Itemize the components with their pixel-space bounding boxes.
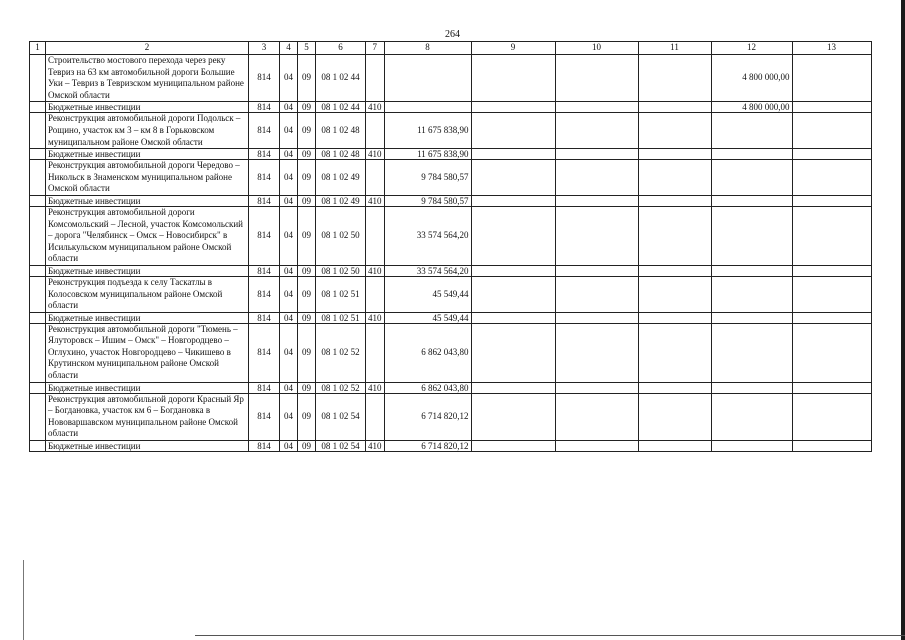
target-article-cell: 08 1 02 49 [316, 195, 366, 206]
table-row [30, 149, 872, 160]
amount-col10-cell [555, 149, 638, 160]
target-article-cell: 08 1 02 44 [316, 55, 366, 102]
section-code-cell: 04 [280, 312, 298, 323]
expense-type-cell [366, 323, 385, 382]
amount-col11-cell [638, 382, 711, 393]
row-number-cell [30, 206, 46, 265]
expense-type-cell: 410 [366, 265, 385, 276]
amount-col13-cell [792, 323, 871, 382]
target-article-cell: 08 1 02 51 [316, 276, 366, 312]
subsection-code-cell: 09 [298, 323, 316, 382]
amount-col9-cell [471, 265, 555, 276]
page-number: 264 [445, 29, 460, 40]
table-row [30, 160, 872, 196]
section-code-cell: 04 [280, 149, 298, 160]
subsection-code-cell: 09 [298, 149, 316, 160]
target-article-cell: 08 1 02 52 [316, 382, 366, 393]
amount-col10-cell [555, 55, 638, 102]
expense-type-cell: 410 [366, 195, 385, 206]
budget-table [29, 41, 872, 452]
ministry-code-cell: 814 [249, 393, 280, 440]
ministry-code-cell: 814 [249, 55, 280, 102]
item-name-cell: Реконструкция автомобильной дороги Комсомольский – Лесной, участок Комсомольский – дорога "Челябинск – Омск – Новосибирск" в Исилькульском муниципальном районе Омской области [46, 206, 249, 265]
table-body [30, 55, 872, 452]
amount-col11-cell [638, 312, 711, 323]
amount-col9-cell [471, 195, 555, 206]
target-article-cell: 08 1 02 50 [316, 265, 366, 276]
scan-border-left [23, 560, 24, 640]
expense-type-cell: 410 [366, 382, 385, 393]
amount-col9-cell [471, 393, 555, 440]
subsection-code-cell: 09 [298, 102, 316, 113]
amount-col11-cell [638, 195, 711, 206]
target-article-cell: 08 1 02 52 [316, 323, 366, 382]
amount-col10-cell [555, 102, 638, 113]
column-header: 13 [792, 42, 871, 55]
amount-col13-cell [792, 206, 871, 265]
item-name-cell: Реконструкция автомобильной дороги Красный Яр – Богдановка, участок км 6 – Богдановка в Нововаршавском муниципальном районе Омской области [46, 393, 249, 440]
subsection-code-cell: 09 [298, 195, 316, 206]
table-row [30, 312, 872, 323]
column-header: 1 [30, 42, 46, 55]
subsection-code-cell: 09 [298, 160, 316, 196]
amount-col11-cell [638, 149, 711, 160]
row-number-cell [30, 382, 46, 393]
ministry-code-cell: 814 [249, 276, 280, 312]
amount-col13-cell [792, 276, 871, 312]
subsection-code-cell: 09 [298, 393, 316, 440]
expense-type-cell [366, 393, 385, 440]
amount-col9-cell [471, 149, 555, 160]
amount-col10-cell [555, 323, 638, 382]
row-number-cell [30, 393, 46, 440]
column-header: 8 [384, 42, 471, 55]
table-row [30, 441, 872, 452]
amount-col11-cell [638, 276, 711, 312]
table-row [30, 265, 872, 276]
amount-col8-cell: 11 675 838,90 [384, 149, 471, 160]
amount-col10-cell [555, 441, 638, 452]
amount-col12-cell [711, 206, 792, 265]
amount-col9-cell [471, 113, 555, 149]
amount-col8-cell [384, 55, 471, 102]
item-name-cell: Бюджетные инвестиции [46, 265, 249, 276]
table-row [30, 393, 872, 440]
table-row [30, 102, 872, 113]
amount-col12-cell [711, 441, 792, 452]
ministry-code-cell: 814 [249, 160, 280, 196]
amount-col8-cell: 11 675 838,90 [384, 113, 471, 149]
section-code-cell: 04 [280, 206, 298, 265]
amount-col9-cell [471, 312, 555, 323]
header-row [30, 42, 872, 55]
column-header: 9 [471, 42, 555, 55]
table-row [30, 55, 872, 102]
amount-col9-cell [471, 441, 555, 452]
expense-type-cell [366, 276, 385, 312]
table-row [30, 195, 872, 206]
amount-col12-cell [711, 393, 792, 440]
amount-col12-cell [711, 195, 792, 206]
amount-col11-cell [638, 441, 711, 452]
item-name-cell: Строительство мостового перехода через реку Тевриз на 63 км автомобильной дороги Большие Уки – Тевриз в Тевризском муниципальном районе Омской области [46, 55, 249, 102]
table-row [30, 323, 872, 382]
section-code-cell: 04 [280, 382, 298, 393]
target-article-cell: 08 1 02 49 [316, 160, 366, 196]
section-code-cell: 04 [280, 160, 298, 196]
amount-col13-cell [792, 149, 871, 160]
target-article-cell: 08 1 02 44 [316, 102, 366, 113]
target-article-cell: 08 1 02 48 [316, 149, 366, 160]
ministry-code-cell: 814 [249, 441, 280, 452]
expense-type-cell [366, 160, 385, 196]
target-article-cell: 08 1 02 54 [316, 393, 366, 440]
column-header: 11 [638, 42, 711, 55]
section-code-cell: 04 [280, 55, 298, 102]
expense-type-cell [366, 113, 385, 149]
target-article-cell: 08 1 02 48 [316, 113, 366, 149]
section-code-cell: 04 [280, 102, 298, 113]
amount-col11-cell [638, 206, 711, 265]
amount-col10-cell [555, 393, 638, 440]
amount-col8-cell: 45 549,44 [384, 276, 471, 312]
amount-col11-cell [638, 393, 711, 440]
expense-type-cell [366, 55, 385, 102]
amount-col13-cell [792, 441, 871, 452]
amount-col10-cell [555, 206, 638, 265]
amount-col9-cell [471, 55, 555, 102]
item-name-cell: Бюджетные инвестиции [46, 312, 249, 323]
amount-col12-cell [711, 265, 792, 276]
amount-col12-cell [711, 160, 792, 196]
amount-col8-cell: 6 714 820,12 [384, 393, 471, 440]
scan-border-right [901, 0, 905, 640]
row-number-cell [30, 102, 46, 113]
amount-col10-cell [555, 160, 638, 196]
target-article-cell: 08 1 02 50 [316, 206, 366, 265]
ministry-code-cell: 814 [249, 195, 280, 206]
expense-type-cell: 410 [366, 102, 385, 113]
subsection-code-cell: 09 [298, 55, 316, 102]
row-number-cell [30, 323, 46, 382]
amount-col13-cell [792, 102, 871, 113]
amount-col9-cell [471, 102, 555, 113]
subsection-code-cell: 09 [298, 276, 316, 312]
ministry-code-cell: 814 [249, 323, 280, 382]
amount-col13-cell [792, 55, 871, 102]
amount-col12-cell: 4 800 000,00 [711, 55, 792, 102]
subsection-code-cell: 09 [298, 441, 316, 452]
amount-col8-cell: 6 714 820,12 [384, 441, 471, 452]
amount-col8-cell: 45 549,44 [384, 312, 471, 323]
section-code-cell: 04 [280, 323, 298, 382]
target-article-cell: 08 1 02 51 [316, 312, 366, 323]
section-code-cell: 04 [280, 195, 298, 206]
amount-col13-cell [792, 393, 871, 440]
row-number-cell [30, 276, 46, 312]
column-header: 2 [46, 42, 249, 55]
amount-col8-cell: 6 862 043,80 [384, 323, 471, 382]
column-header: 5 [298, 42, 316, 55]
amount-col11-cell [638, 265, 711, 276]
row-number-cell [30, 195, 46, 206]
amount-col10-cell [555, 312, 638, 323]
amount-col10-cell [555, 382, 638, 393]
section-code-cell: 04 [280, 393, 298, 440]
item-name-cell: Реконструкция автомобильной дороги Подольск – Рощино, участок км 3 – км 8 в Горьковском муниципальном районе Омской области [46, 113, 249, 149]
column-header: 4 [280, 42, 298, 55]
amount-col12-cell [711, 276, 792, 312]
amount-col12-cell [711, 149, 792, 160]
ministry-code-cell: 814 [249, 149, 280, 160]
amount-col13-cell [792, 382, 871, 393]
section-code-cell: 04 [280, 113, 298, 149]
column-header: 6 [316, 42, 366, 55]
table-row [30, 276, 872, 312]
row-number-cell [30, 441, 46, 452]
amount-col8-cell: 9 784 580,57 [384, 195, 471, 206]
ministry-code-cell: 814 [249, 382, 280, 393]
amount-col11-cell [638, 113, 711, 149]
column-header: 7 [366, 42, 385, 55]
amount-col13-cell [792, 160, 871, 196]
subsection-code-cell: 09 [298, 113, 316, 149]
amount-col11-cell [638, 55, 711, 102]
amount-col9-cell [471, 323, 555, 382]
amount-col13-cell [792, 195, 871, 206]
amount-col9-cell [471, 206, 555, 265]
amount-col10-cell [555, 276, 638, 312]
amount-col12-cell [711, 323, 792, 382]
expense-type-cell [366, 206, 385, 265]
column-header: 10 [555, 42, 638, 55]
amount-col9-cell [471, 160, 555, 196]
expense-type-cell: 410 [366, 441, 385, 452]
section-code-cell: 04 [280, 265, 298, 276]
amount-col11-cell [638, 102, 711, 113]
ministry-code-cell: 814 [249, 113, 280, 149]
ministry-code-cell: 814 [249, 265, 280, 276]
item-name-cell: Бюджетные инвестиции [46, 102, 249, 113]
amount-col12-cell [711, 382, 792, 393]
subsection-code-cell: 09 [298, 265, 316, 276]
item-name-cell: Бюджетные инвестиции [46, 441, 249, 452]
ministry-code-cell: 814 [249, 102, 280, 113]
row-number-cell [30, 149, 46, 160]
column-header: 3 [249, 42, 280, 55]
row-number-cell [30, 55, 46, 102]
amount-col10-cell [555, 113, 638, 149]
item-name-cell: Бюджетные инвестиции [46, 149, 249, 160]
amount-col10-cell [555, 195, 638, 206]
amount-col10-cell [555, 265, 638, 276]
row-number-cell [30, 160, 46, 196]
expense-type-cell: 410 [366, 149, 385, 160]
item-name-cell: Бюджетные инвестиции [46, 382, 249, 393]
subsection-code-cell: 09 [298, 206, 316, 265]
amount-col8-cell: 33 574 564,20 [384, 265, 471, 276]
ministry-code-cell: 814 [249, 312, 280, 323]
item-name-cell: Реконструкция автомобильной дороги "Тюмень – Ялуторовск – Ишим – Омск" – Новгородцево – Оглухино, участок Новгородцево – Чикишево в Крутинском муниципальном районе Омской области [46, 323, 249, 382]
expense-type-cell: 410 [366, 312, 385, 323]
amount-col12-cell: 4 800 000,00 [711, 102, 792, 113]
amount-col11-cell [638, 160, 711, 196]
amount-col11-cell [638, 323, 711, 382]
row-number-cell [30, 265, 46, 276]
amount-col13-cell [792, 113, 871, 149]
column-header: 12 [711, 42, 792, 55]
amount-col13-cell [792, 265, 871, 276]
section-code-cell: 04 [280, 276, 298, 312]
item-name-cell: Реконструкция подъезда к селу Таскатлы в Колосовском муниципальном районе Омской области [46, 276, 249, 312]
table-row [30, 206, 872, 265]
amount-col12-cell [711, 312, 792, 323]
amount-col13-cell [792, 312, 871, 323]
item-name-cell: Реконструкция автомобильной дороги Чередово – Никольск в Знаменском муниципальном районе Омской области [46, 160, 249, 196]
amount-col8-cell: 6 862 043,80 [384, 382, 471, 393]
subsection-code-cell: 09 [298, 312, 316, 323]
ministry-code-cell: 814 [249, 206, 280, 265]
amount-col9-cell [471, 276, 555, 312]
subsection-code-cell: 09 [298, 382, 316, 393]
amount-col9-cell [471, 382, 555, 393]
amount-col8-cell [384, 102, 471, 113]
scan-border-bottom [195, 635, 905, 636]
item-name-cell: Бюджетные инвестиции [46, 195, 249, 206]
amount-col12-cell [711, 113, 792, 149]
table-row [30, 382, 872, 393]
amount-col8-cell: 33 574 564,20 [384, 206, 471, 265]
section-code-cell: 04 [280, 441, 298, 452]
amount-col8-cell: 9 784 580,57 [384, 160, 471, 196]
row-number-cell [30, 113, 46, 149]
table-row [30, 113, 872, 149]
row-number-cell [30, 312, 46, 323]
target-article-cell: 08 1 02 54 [316, 441, 366, 452]
